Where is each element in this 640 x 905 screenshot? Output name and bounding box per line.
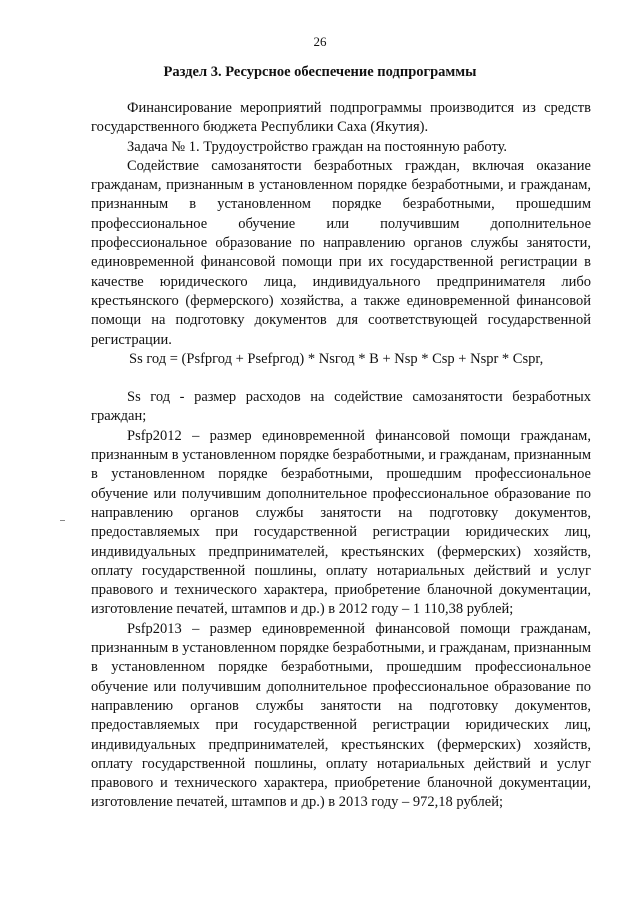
formula: Ss год = (Psfргод + Psefргод) * Nsгод * B + Nsp * Csp + Nspr * Cspr, [129,350,544,367]
paragraph-psfp2013: Psfp2013 – размер единовременной финансовой помощи гражданам, признанным в установленном порядке безработными, и гражданам, признанным в установленном порядке безработными, прошедшим профессиональное обучение или получившим дополнительное профессиональное образование по направлению органов службы занятости на подготовку документов, предоставляемых при государственной регистрации юридических лиц, индивидуальных предпринимателей, крестьянских (фермерских) хозяйств, оплату государственной пошлины, оплату нотариальных действий и услуг правового и технического характера, приобретение бланочной документации, изготовление печатей, штампов и др.) в 2013 году – 972,18 рублей; [91,620,591,811]
margin-mark [60,520,65,521]
page-number: 26 [313,34,327,49]
paragraph-ss-definition: Ss год - размер расходов на содействие самозанятости безработных граждан; [91,389,591,425]
paragraph-task-1: Задача № 1. Трудоустройство граждан на постоянную работу. [127,138,508,155]
paragraph-financing: Финансирование мероприятий подпрограммы производится из средств государственного бюджета Республики Саха (Якутия). [91,100,591,136]
paragraph-psfp2012: Psfp2012 – размер единовременной финансовой помощи гражданам, признанным в установленном порядке безработными, и гражданам, признанным в установленном порядке безработными, прошедшим профессиональное обучение или получившим дополнительное профессиональное образование по направлению органов службы занятости на подготовку документов, предоставляемых при государственной регистрации юридических лиц, индивидуальных предпринимателей, крестьянских (фермерских) хозяйств, оплату государственной пошлины, оплату нотариальных действий и услуг правового и технического характера, приобретение бланочной документации, изготовление печатей, штампов и др.) в 2012 году – 1 110,38 рублей; [91,427,591,618]
paragraph-self-employment: Содействие самозанятости безработных граждан, включая оказание гражданам, признанным в установленном порядке безработными, и гражданам, признанным в установленном порядке безработными, прошедшим профессиональное обучение или получившим дополнительное профессиональное образование по направлению органов службы занятости, единовременной финансовой помощи при их государственной регистрации в качестве юридического лица, индивидуального предпринимателя либо крестьянского (фермерского) хозяйства, а также единовременной финансовой помощи на подготовку документов для соответствующей государственной регистрации. [91,157,591,348]
body-text [91,99,591,813]
section-title: Раздел 3. Ресурсное обеспечение подпрограммы [163,64,477,80]
